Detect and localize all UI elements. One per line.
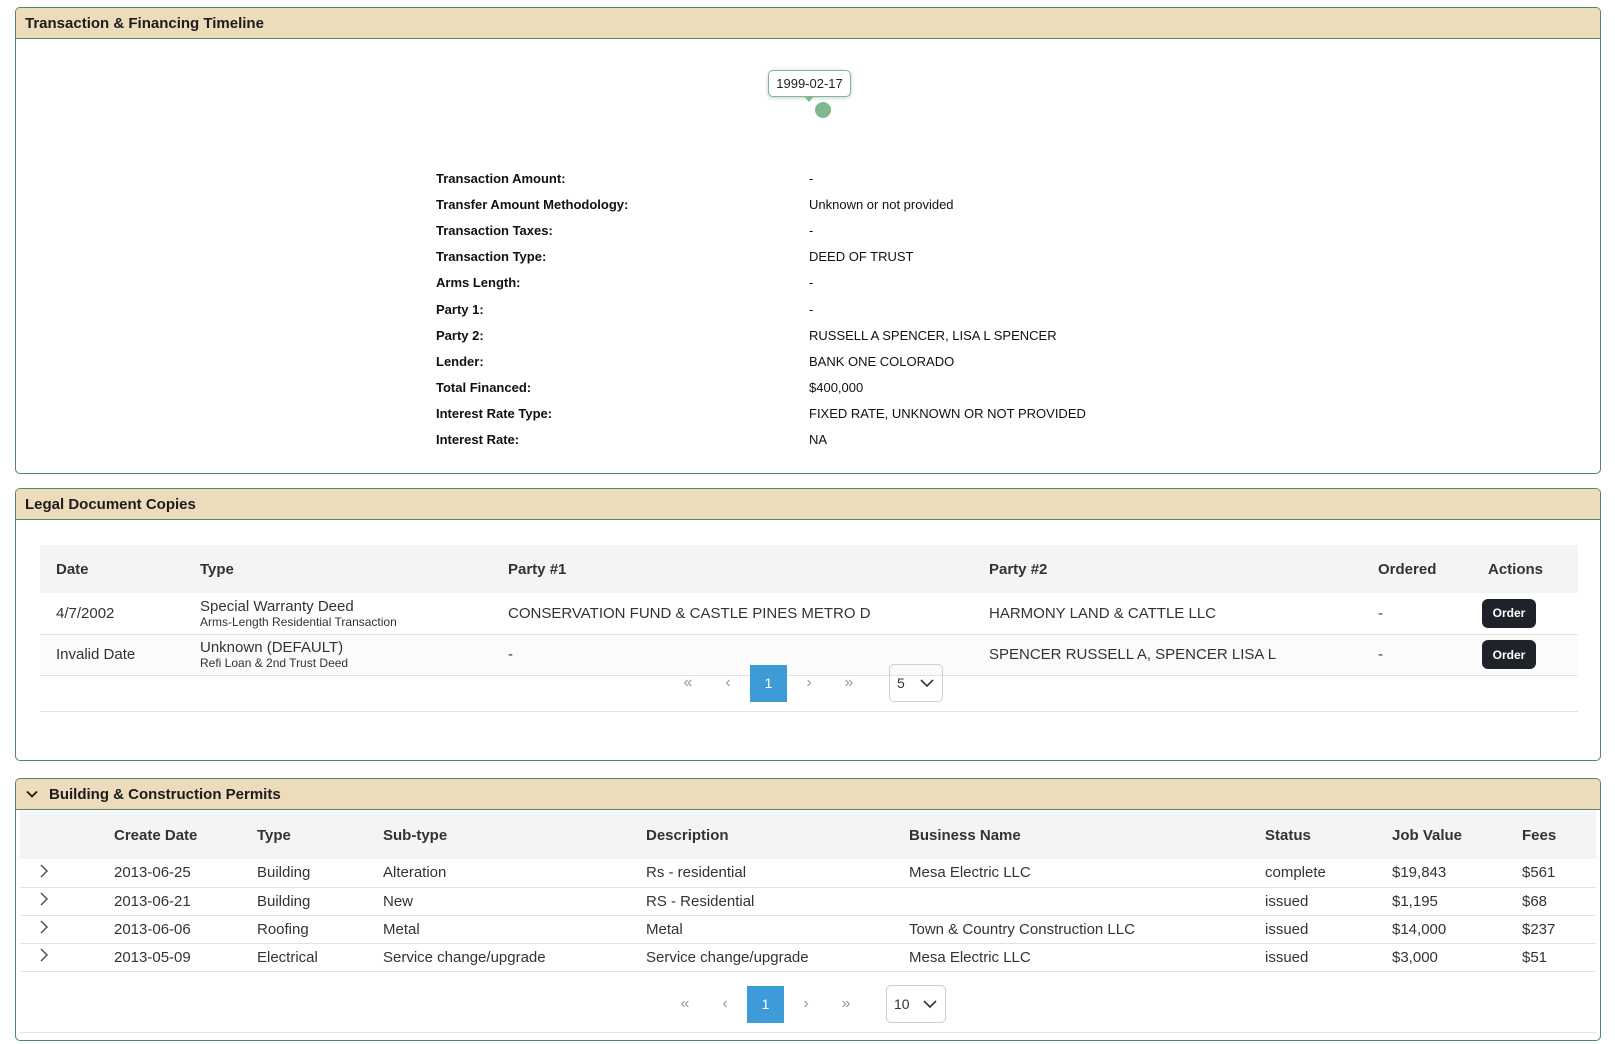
permits-pagination bbox=[665, 985, 946, 1023]
permit-description: RS - Residential bbox=[646, 887, 909, 915]
doc-date: Invalid Date bbox=[40, 634, 184, 675]
permit-business bbox=[909, 887, 1265, 915]
column-header-business-name[interactable]: Business Name bbox=[909, 811, 1265, 859]
doc-ordered: - bbox=[1362, 593, 1472, 634]
table-header-row bbox=[20, 811, 1596, 859]
timeline-event-marker[interactable] bbox=[815, 102, 831, 118]
detail-value: $400,000 bbox=[809, 380, 864, 396]
permit-job-value: $14,000 bbox=[1392, 915, 1522, 943]
permit-type: Building bbox=[257, 887, 383, 915]
detail-label: Transaction Type: bbox=[436, 249, 547, 265]
permit-date: 2013-06-25 bbox=[114, 859, 257, 887]
detail-row bbox=[436, 165, 1236, 191]
column-header-create-date[interactable]: Create Date bbox=[114, 811, 257, 859]
permits-panel bbox=[15, 778, 1601, 1041]
legal-documents-table bbox=[40, 545, 1578, 676]
permit-job-value: $19,843 bbox=[1392, 859, 1522, 887]
detail-value: Unknown or not provided bbox=[809, 196, 954, 212]
prev-page-icon[interactable]: ‹ bbox=[725, 674, 731, 691]
permit-business: Town & Country Construction LLC bbox=[909, 915, 1265, 943]
doc-party2: SPENCER RUSSELL A, SPENCER LISA L bbox=[973, 634, 1362, 675]
doc-party2: HARMONY LAND & CATTLE LLC bbox=[973, 593, 1362, 634]
doc-subtype: Refi Loan & 2nd Trust Deed bbox=[200, 656, 349, 670]
permit-status: issued bbox=[1265, 915, 1392, 943]
detail-row bbox=[436, 244, 1236, 270]
permit-subtype: Alteration bbox=[383, 859, 646, 887]
permit-type: Electrical bbox=[257, 943, 383, 971]
chevron-right-icon bbox=[34, 889, 54, 909]
panel-title: Legal Document Copies bbox=[16, 489, 1600, 520]
order-button[interactable]: Order bbox=[1482, 640, 1536, 669]
column-header-type[interactable]: Type bbox=[257, 811, 383, 859]
legal-pagination bbox=[668, 664, 943, 702]
doc-subtype: Arms-Length Residential Transaction bbox=[200, 614, 397, 629]
first-page-icon[interactable]: « bbox=[680, 995, 690, 1012]
column-header-expand bbox=[20, 811, 114, 859]
permit-status: complete bbox=[1265, 859, 1392, 887]
page-size-select[interactable] bbox=[889, 664, 943, 702]
row-expander[interactable] bbox=[20, 887, 114, 915]
detail-label: Total Financed: bbox=[436, 380, 532, 396]
detail-row bbox=[436, 427, 1236, 453]
permits-table bbox=[20, 811, 1596, 972]
table-header-row bbox=[40, 545, 1578, 593]
page-size-select[interactable] bbox=[886, 985, 946, 1023]
page-number-button[interactable]: 1 bbox=[750, 665, 787, 702]
permit-description: Rs - residential bbox=[646, 859, 909, 887]
permit-fees: $237 bbox=[1522, 915, 1596, 943]
divider bbox=[40, 711, 1578, 712]
detail-value: FIXED RATE, UNKNOWN OR NOT PROVIDED bbox=[809, 406, 1086, 422]
timeline-pointer-icon bbox=[804, 96, 814, 102]
detail-value: RUSSELL A SPENCER, LISA L SPENCER bbox=[809, 327, 1057, 343]
permit-job-value: $3,000 bbox=[1392, 943, 1522, 971]
permit-fees: $51 bbox=[1522, 943, 1596, 971]
table-row[interactable] bbox=[20, 915, 1596, 943]
panel-title: Transaction & Financing Timeline bbox=[16, 8, 1600, 39]
chevron-right-icon bbox=[34, 917, 54, 937]
detail-value: - bbox=[809, 275, 814, 291]
detail-value: - bbox=[809, 170, 814, 186]
column-header-type[interactable]: Type bbox=[184, 545, 492, 593]
divider bbox=[20, 1032, 1596, 1033]
permit-job-value: $1,195 bbox=[1392, 887, 1522, 915]
detail-value: NA bbox=[809, 432, 828, 448]
table-row[interactable] bbox=[20, 943, 1596, 971]
detail-label: Interest Rate: bbox=[436, 432, 520, 448]
detail-label: Interest Rate Type: bbox=[436, 406, 553, 422]
table-row[interactable] bbox=[20, 887, 1596, 915]
row-expander[interactable] bbox=[20, 859, 114, 887]
column-header-subtype[interactable]: Sub-type bbox=[383, 811, 646, 859]
detail-row bbox=[436, 296, 1236, 322]
column-header-job-value[interactable]: Job Value bbox=[1392, 811, 1522, 859]
doc-type: Special Warranty Deed bbox=[200, 597, 354, 615]
detail-value: BANK ONE COLORADO bbox=[809, 353, 955, 369]
last-page-icon[interactable]: » bbox=[844, 674, 854, 691]
last-page-icon[interactable]: » bbox=[841, 995, 851, 1012]
permit-subtype: Metal bbox=[383, 915, 646, 943]
column-header-actions: Actions bbox=[1472, 545, 1578, 593]
first-page-icon[interactable]: « bbox=[683, 674, 693, 691]
detail-label: Transaction Amount: bbox=[436, 170, 566, 186]
chevron-down-icon bbox=[923, 1000, 937, 1009]
column-header-ordered[interactable]: Ordered bbox=[1362, 545, 1472, 593]
permit-status: issued bbox=[1265, 943, 1392, 971]
permit-business: Mesa Electric LLC bbox=[909, 859, 1265, 887]
doc-actions bbox=[1472, 634, 1578, 675]
detail-row bbox=[436, 375, 1236, 401]
legal-documents-panel bbox=[15, 488, 1601, 761]
detail-row bbox=[436, 191, 1236, 217]
table-row[interactable] bbox=[20, 859, 1596, 887]
prev-page-icon[interactable]: ‹ bbox=[722, 995, 728, 1012]
column-header-date[interactable]: Date bbox=[40, 545, 184, 593]
permit-description: Metal bbox=[646, 915, 909, 943]
row-expander[interactable] bbox=[20, 943, 114, 971]
doc-type-cell bbox=[184, 593, 492, 634]
doc-actions bbox=[1472, 593, 1578, 634]
next-page-icon[interactable]: › bbox=[806, 674, 812, 691]
chevron-down-icon bbox=[920, 679, 934, 688]
detail-label: Party 2: bbox=[436, 327, 484, 343]
detail-label: Lender: bbox=[436, 353, 484, 369]
chevron-right-icon bbox=[34, 945, 54, 965]
detail-row bbox=[436, 401, 1236, 427]
panel-title: Building & Construction Permits bbox=[49, 785, 281, 803]
transaction-details bbox=[436, 165, 1236, 453]
permit-date: 2013-06-06 bbox=[114, 915, 257, 943]
detail-row bbox=[436, 322, 1236, 348]
permits-panel-toggle[interactable] bbox=[16, 779, 1600, 810]
chevron-down-icon bbox=[26, 788, 38, 800]
permit-status: issued bbox=[1265, 887, 1392, 915]
table-row bbox=[40, 593, 1578, 634]
detail-row bbox=[436, 217, 1236, 243]
detail-label: Arms Length: bbox=[436, 275, 521, 291]
permit-business: Mesa Electric LLC bbox=[909, 943, 1265, 971]
doc-ordered: - bbox=[1362, 634, 1472, 675]
column-header-party1[interactable]: Party #1 bbox=[492, 545, 973, 593]
permit-subtype: New bbox=[383, 887, 646, 915]
next-page-icon[interactable]: › bbox=[803, 995, 809, 1012]
detail-value: - bbox=[809, 301, 814, 317]
permit-type: Roofing bbox=[257, 915, 383, 943]
doc-type-cell bbox=[184, 634, 492, 675]
column-header-status[interactable]: Status bbox=[1265, 811, 1392, 859]
column-header-description[interactable]: Description bbox=[646, 811, 909, 859]
doc-type: Unknown (DEFAULT) bbox=[200, 639, 344, 656]
column-header-party2[interactable]: Party #2 bbox=[973, 545, 1362, 593]
doc-party1: CONSERVATION FUND & CASTLE PINES METRO D bbox=[492, 593, 973, 634]
column-header-fees[interactable]: Fees bbox=[1522, 811, 1596, 859]
order-button[interactable]: Order bbox=[1482, 599, 1536, 628]
permit-date: 2013-05-09 bbox=[114, 943, 257, 971]
detail-label: Transaction Taxes: bbox=[436, 222, 553, 238]
detail-label: Party 1: bbox=[436, 301, 484, 317]
detail-row bbox=[436, 270, 1236, 296]
permit-subtype: Service change/upgrade bbox=[383, 943, 646, 971]
permit-description: Service change/upgrade bbox=[646, 943, 909, 971]
detail-value: DEED OF TRUST bbox=[809, 249, 914, 265]
permit-date: 2013-06-21 bbox=[114, 887, 257, 915]
timeline-date-label: 1999-02-17 bbox=[768, 70, 851, 97]
transaction-timeline-panel bbox=[15, 7, 1601, 474]
page-number-button[interactable]: 1 bbox=[747, 986, 784, 1023]
chevron-right-icon bbox=[34, 861, 54, 881]
detail-label: Transfer Amount Methodology: bbox=[436, 196, 629, 212]
permit-fees: $68 bbox=[1522, 887, 1596, 915]
doc-party1: - bbox=[492, 634, 973, 675]
doc-date: 4/7/2002 bbox=[40, 593, 184, 634]
page-size-value: 5 bbox=[897, 675, 905, 691]
detail-value: - bbox=[809, 222, 814, 238]
row-expander[interactable] bbox=[20, 915, 114, 943]
detail-row bbox=[436, 348, 1236, 374]
permit-type: Building bbox=[257, 859, 383, 887]
permit-fees: $561 bbox=[1522, 859, 1596, 887]
page-size-value: 10 bbox=[894, 996, 910, 1012]
